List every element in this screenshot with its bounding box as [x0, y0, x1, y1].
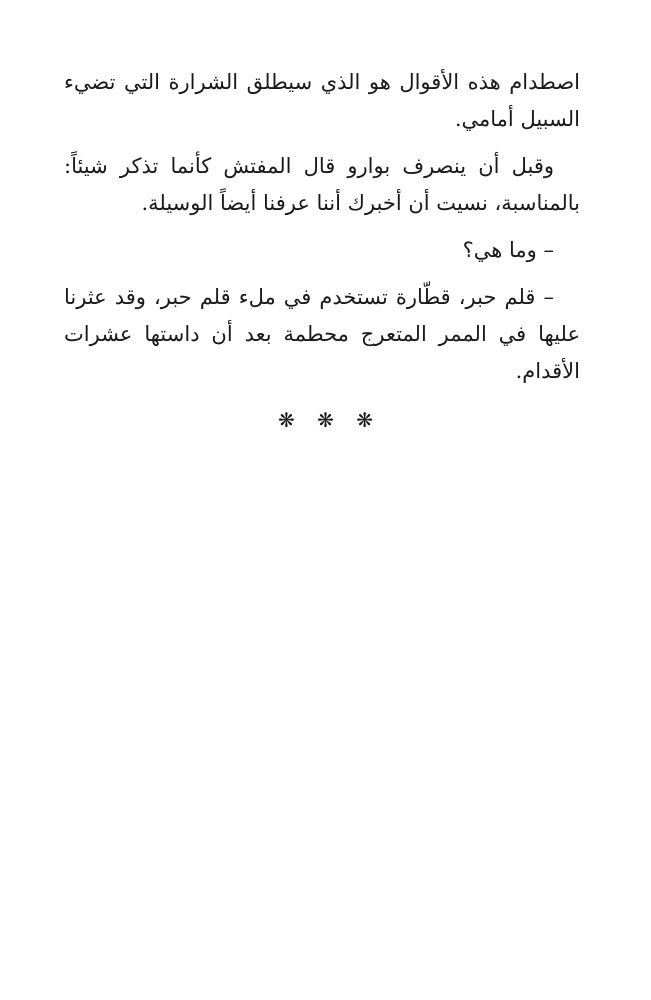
paragraph-4: – قلم حبر، قطّارة تستخدم في ملء قلم حبر، وقد عثرنا عليها في الممر المتعرج محطمة بعد أن داستها عشرات الأقدام.: [64, 285, 580, 383]
asterism-icon: ❋: [356, 408, 373, 432]
body-text: [64, 64, 580, 400]
paragraph-3: – وما هي؟: [462, 238, 554, 262]
paragraph-1: اصطدام هذه الأقوال هو الذي سيطلق الشرارة التي تضيء السبيل أمامي.: [64, 70, 580, 131]
asterism-icon: ❋: [317, 408, 334, 432]
paragraph-2: وقبل أن ينصرف بوارو قال المفتش كأنما تذكر شيئاً: بالمناسبة، نسيت أن أخبرك أننا عرفنا أيضاً الوسيلة.: [64, 154, 580, 215]
asterism-icon: ❋: [277, 408, 295, 432]
section-separator: [0, 408, 651, 432]
